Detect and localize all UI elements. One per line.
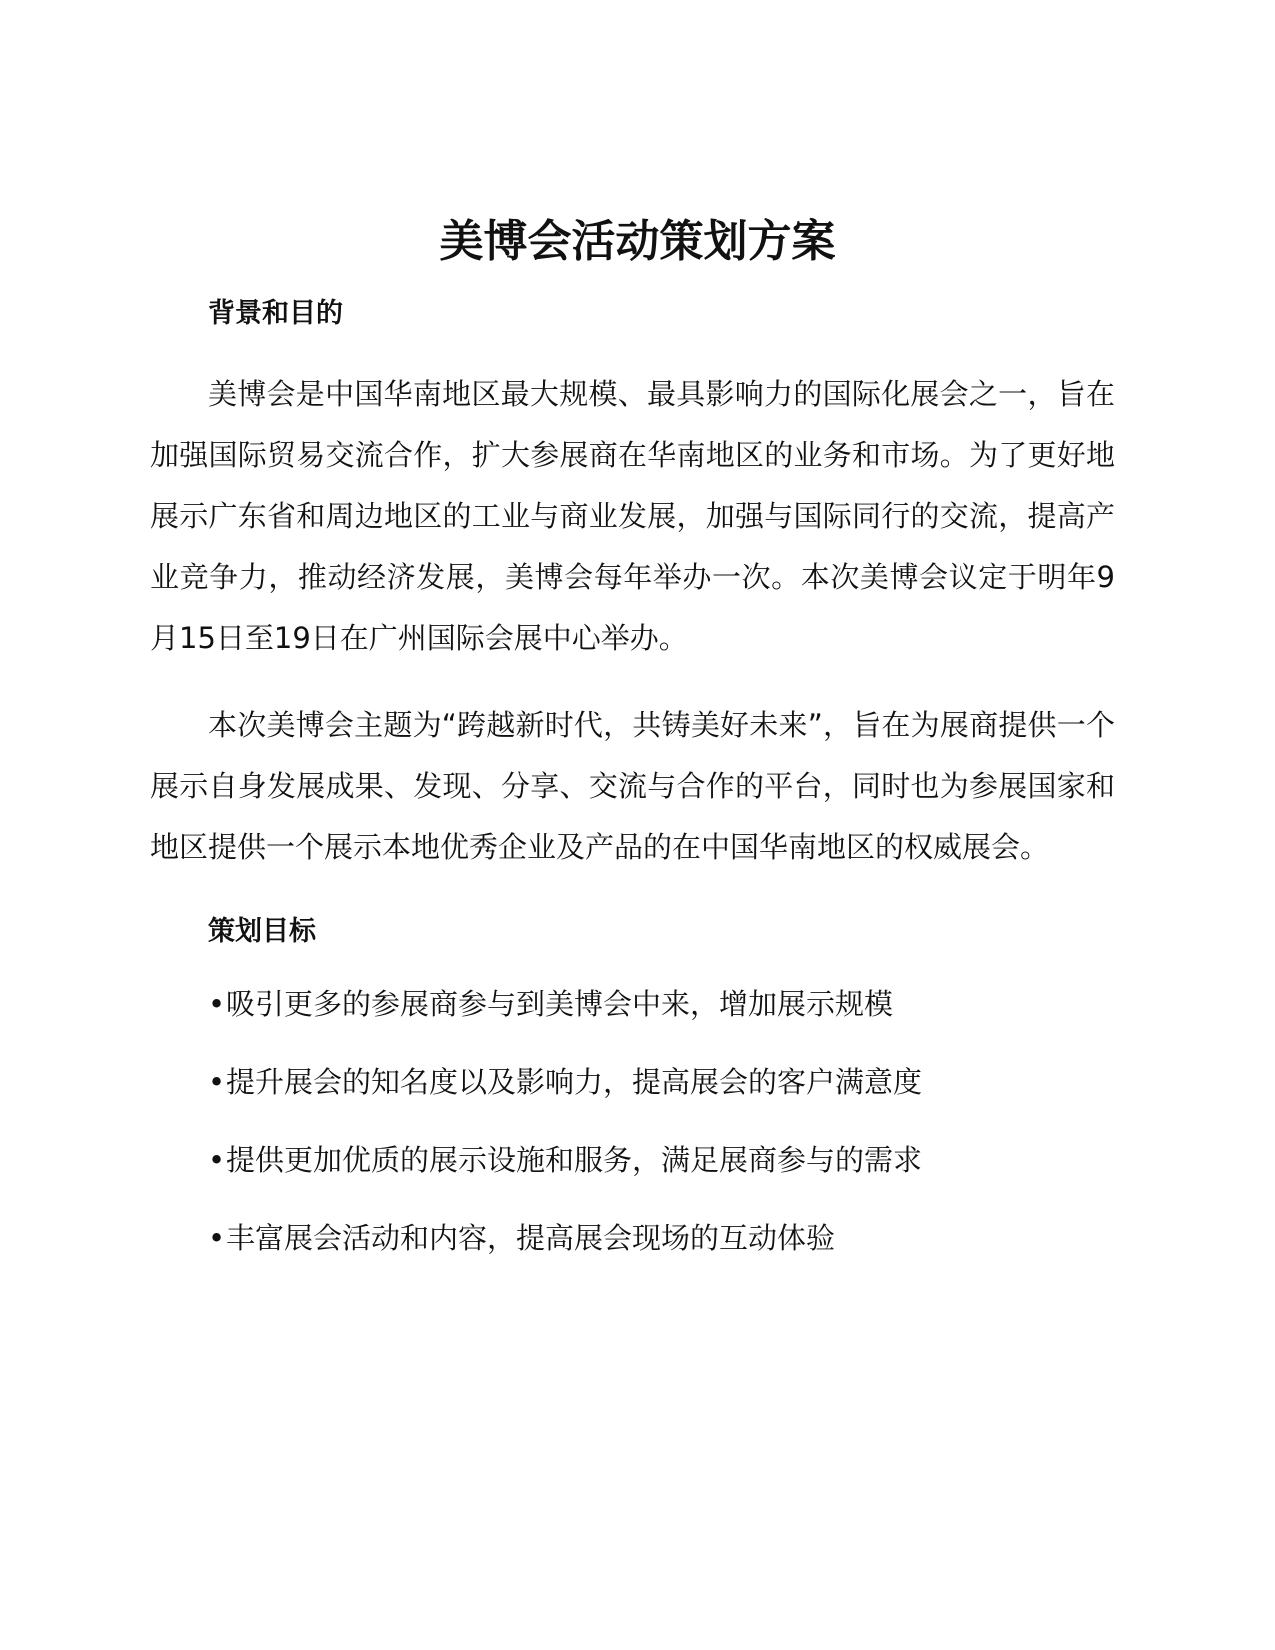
goals-list	[150, 982, 1115, 1260]
spacer	[150, 338, 1115, 364]
list-item	[150, 1060, 1115, 1104]
spacer	[150, 878, 1115, 908]
spacer	[150, 669, 1115, 695]
list-item	[150, 1216, 1115, 1260]
bullet-icon: •	[208, 987, 226, 1021]
paragraph-background-2: 本次美博会主题为“跨越新时代，共铸美好未来”，旨在为展商提供一个展示自身发展成果、发现、分享、交流与合作的平台，同时也为参展国家和地区提供一个展示本地优秀企业及产品的在中国华南地区的权威展会。	[150, 708, 1115, 864]
document-body	[150, 290, 1115, 1294]
list-item	[150, 1138, 1115, 1182]
bullet-icon: •	[208, 1143, 226, 1177]
spacer	[150, 956, 1115, 982]
list-item-text: 提供更加优质的展示设施和服务，满足展商参与的需求	[226, 1143, 923, 1177]
list-item-text: 吸引更多的参展商参与到美博会中来，增加展示规模	[226, 987, 894, 1021]
bullet-icon: •	[208, 1065, 226, 1099]
list-item-text: 提升展会的知名度以及影响力，提高展会的客户满意度	[226, 1065, 923, 1099]
document-title: 美博会活动策划方案	[439, 216, 836, 267]
list-item	[150, 982, 1115, 1026]
list-item-text: 丰富展会活动和内容，提高展会现场的互动体验	[226, 1221, 836, 1255]
section-heading-background: 背景和目的	[208, 298, 343, 329]
bullet-icon: •	[208, 1221, 226, 1255]
paragraph-background-1: 美博会是中国华南地区最大规模、最具影响力的国际化展会之一，旨在加强国际贸易交流合作，扩大参展商在华南地区的业务和市场。为了更好地展示广东省和周边地区的工业与商业发展，加强与国际同行的交流，提高产业竞争力，推动经济发展，美博会每年举办一次。本次美博会议定于明年9月15日至19日在广州国际会展中心举办。	[150, 377, 1115, 655]
section-heading-goals: 策划目标	[208, 916, 316, 947]
